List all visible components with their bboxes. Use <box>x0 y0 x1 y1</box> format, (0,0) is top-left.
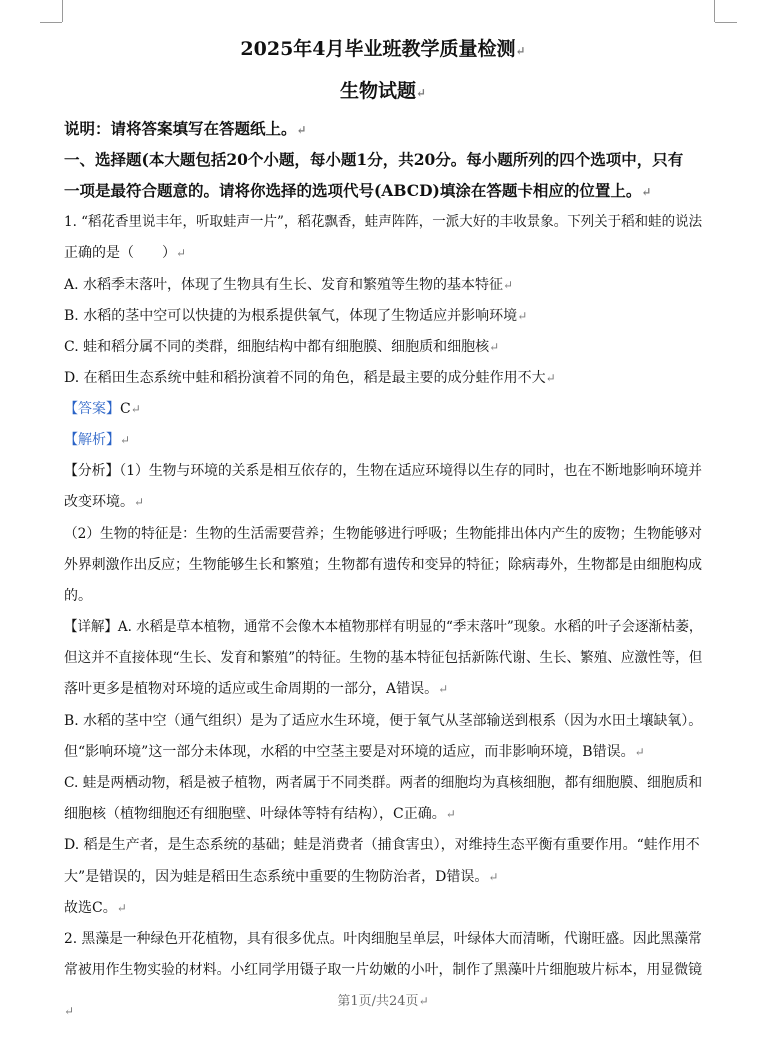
crop-mark-top-left-vertical <box>62 0 63 22</box>
conclusion: 故选C。↵ <box>64 900 127 916</box>
section-heading-line-2: 一项是最符合题意的。请将你选择的选项代号(ABCD)填涂在答题卡相应的位置上。↵ <box>64 181 652 200</box>
fenxi-tag: 【分析】 <box>64 463 120 479</box>
analysis-tag-line: 【解析】↵ <box>64 432 131 448</box>
detail-a-line-3: 落叶更多是植物对环境的适应或生命周期的一部分，A错误。↵ <box>64 681 449 697</box>
fenxi-line-5: 的。 <box>64 588 92 604</box>
fenxi-line-1: 【分析】（1）生物与环境的关系是相互依存的，生物在适应环境得以生存的同时，也在不断地影响环境并 <box>64 463 702 479</box>
crop-mark-top-left-horizontal <box>40 22 62 23</box>
question-2-line-1: 2. 黑藻是一种绿色开花植物，具有很多优点。叶肉细胞呈单层，叶绿体大而清晰，代谢旺盛。因此黑藻常 <box>64 931 702 947</box>
detail-d-line-1: D. 稻是生产者，是生态系统的基础；蛙是消费者（捕食害虫），对维持生态平衡有重要作用。“蛙作用不 <box>64 837 700 853</box>
fenxi-line-4: 外界刺激作出反应；生物能够生长和繁殖；生物都有遗传和变异的特征；除病毒外，生物都是由细胞构成 <box>64 557 702 573</box>
detail-c-line-1: C. 蛙是两栖动物，稻是被子植物，两者属于不同类群。两者的细胞均为真核细胞，都有细胞膜、细胞质和 <box>64 775 703 791</box>
detail-a-line-2: 但这并不直接体现“生长、发育和繁殖”的特征。生物的基本特征包括新陈代谢、生长、繁殖、应激性等，但 <box>64 650 703 666</box>
fenxi-line-3: （2）生物的特征是：生物的生活需要营养；生物能够进行呼吸；生物能排出体内产生的废物；生物能够对 <box>64 526 702 542</box>
detail-tag: 【详解】 <box>64 619 118 635</box>
detail-d-line-2: 大”是错误的，因为蛙是稻田生态系统中重要的生物防治者，D错误。↵ <box>64 869 499 885</box>
answer-value: C <box>120 401 131 417</box>
question-1-stem-cont: 正确的是（ ）↵ <box>64 245 187 261</box>
instructions: 说明：请将答案填写在答题纸上。↵ <box>64 119 307 138</box>
option-a: A. 水稻季末落叶，体现了生物具有生长、发育和繁殖等生物的基本特征↵ <box>64 277 514 293</box>
detail-b-line-1: B. 水稻的茎中空（通气组织）是为了适应水生环境，便于氧气从茎部输送到根系（因为水田土壤缺氧）。 <box>64 713 703 729</box>
question-2-line-2: 常被用作生物实验的材料。小红同学用镊子取一片幼嫩的小叶，制作了黑藻叶片细胞玻片标本，用显微镜 <box>64 962 702 978</box>
analysis-tag: 【解析】 <box>64 432 120 448</box>
page-footer: 第1页/共24页↵ <box>337 994 429 1009</box>
option-b: B. 水稻的茎中空可以快捷的为根系提供氧气，体现了生物适应并影响环境↵ <box>64 308 528 324</box>
answer-tag: 【答案】 <box>64 401 120 417</box>
section-heading-line-1: 一、选择题(本大题包括20个小题，每小题1分，共20分。每小题所列的四个选项中，只有 <box>64 150 684 169</box>
option-c: C. 蛙和稻分属不同的类群，细胞结构中都有细胞膜、细胞质和细胞核↵ <box>64 339 500 355</box>
crop-mark-top-right-vertical <box>714 0 715 22</box>
fenxi-line-2: 改变环境。↵ <box>64 494 145 510</box>
page-title: 2025年4月毕业班教学质量检测↵ <box>240 38 526 60</box>
detail-c-line-2: 细胞核（植物细胞还有细胞壁、叶绿体等特有结构），C正确。↵ <box>64 806 456 822</box>
crop-mark-top-right-horizontal <box>715 22 737 23</box>
detail-a-line-1: 【详解】A. 水稻是草本植物，通常不会像木本植物那样有明显的“季末落叶”现象。水稻的叶子会逐渐枯萎， <box>64 619 703 635</box>
detail-b-line-2: 但“影响环境”这一部分未体现，水稻的中空茎主要是对环境的适应，而非影响环境，B错误。↵ <box>64 744 645 760</box>
option-d: D. 在稻田生态系统中蛙和稻扮演着不同的角色，稻是最主要的成分蛙作用不大↵ <box>64 370 556 386</box>
answer-line: 【答案】C↵ <box>64 401 141 417</box>
question-1-stem: 1. “稻花香里说丰年，听取蛙声一片”，稻花飘香，蛙声阵阵，一派大好的丰收景象。下列关于稻和蛙的说法 <box>64 214 703 230</box>
paragraph-mark: ↵ <box>64 1004 75 1018</box>
page-subtitle: 生物试题↵ <box>339 80 427 102</box>
